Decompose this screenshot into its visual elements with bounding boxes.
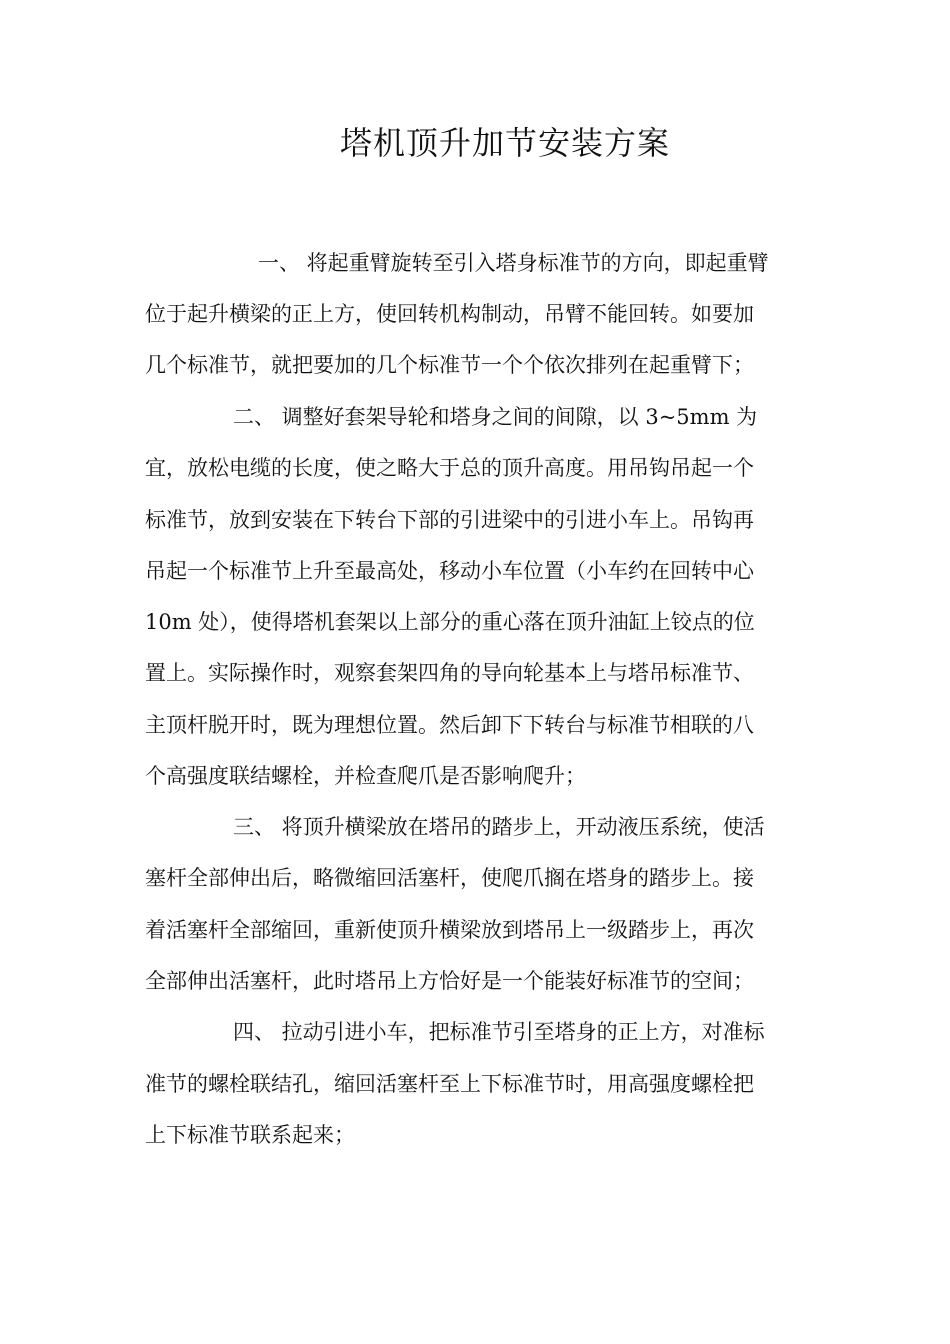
section-3-line-4: 全部伸出活塞杆，此时塔吊上方恰好是一个能装好标准节的空间； — [145, 969, 754, 993]
section-3-line-1: 三、 将顶升横梁放在塔吊的踏步上，开动液压系统，使活 — [233, 815, 765, 839]
document-title: 塔机顶升加节安装方案 — [339, 124, 670, 162]
section-2-line-3: 标准节，放到安装在下转台下部的引进梁中的引进小车上。吊钩再 — [145, 508, 754, 532]
section-2-line-8: 个高强度联结螺栓，并检查爬爪是否影响爬升； — [145, 764, 586, 788]
section-4-line-1: 四、 拉动引进小车，把标准节引至塔身的正上方，对准标 — [233, 1020, 765, 1044]
section-1-line-1: 一、 将起重臂旋转至引入塔身标准节的方向，即起重臂 — [258, 251, 769, 275]
section-2-line-6: 置上。实际操作时，观察套架四角的导向轮基本上与塔吊标准节、 — [145, 661, 754, 685]
section-4-line-2: 准节的螺栓联结孔，缩回活塞杆至上下标准节时，用高强度螺栓把 — [145, 1072, 754, 1096]
section-3-line-2: 塞杆全部伸出后，略微缩回活塞杆，使爬爪搁在塔身的踏步上。接 — [145, 866, 754, 890]
section-1-line-2: 位于起升横梁的正上方，使回转机构制动，吊臂不能回转。如要加 — [145, 302, 754, 326]
section-2-line-4: 吊起一个标准节上升至最高处，移动小车位置（小车约在回转中心 — [145, 559, 754, 583]
section-3-line-3: 着活塞杆全部缩回，重新使顶升横梁放到塔吊上一级踏步上，再次 — [145, 918, 754, 942]
section-2-line-2: 宜，放松电缆的长度，使之略大于总的顶升高度。用吊钩吊起一个 — [145, 456, 754, 480]
section-1-line-3: 几个标准节，就把要加的几个标准节一个个依次排列在起重臂下； — [145, 353, 754, 377]
section-4-line-3: 上下标准节联系起来； — [145, 1123, 355, 1147]
section-2-line-7: 主顶杆脱开时，既为理想位置。然后卸下下转台与标准节相联的八 — [145, 713, 754, 737]
section-2-line-5: 10m 处），使得塔机套架以上部分的重心落在顶升油缸上铰点的位 — [145, 610, 755, 634]
section-2-line-1: 二、 调整好套架导轮和塔身之间的间隙，以 3~5mm 为 — [233, 405, 758, 429]
